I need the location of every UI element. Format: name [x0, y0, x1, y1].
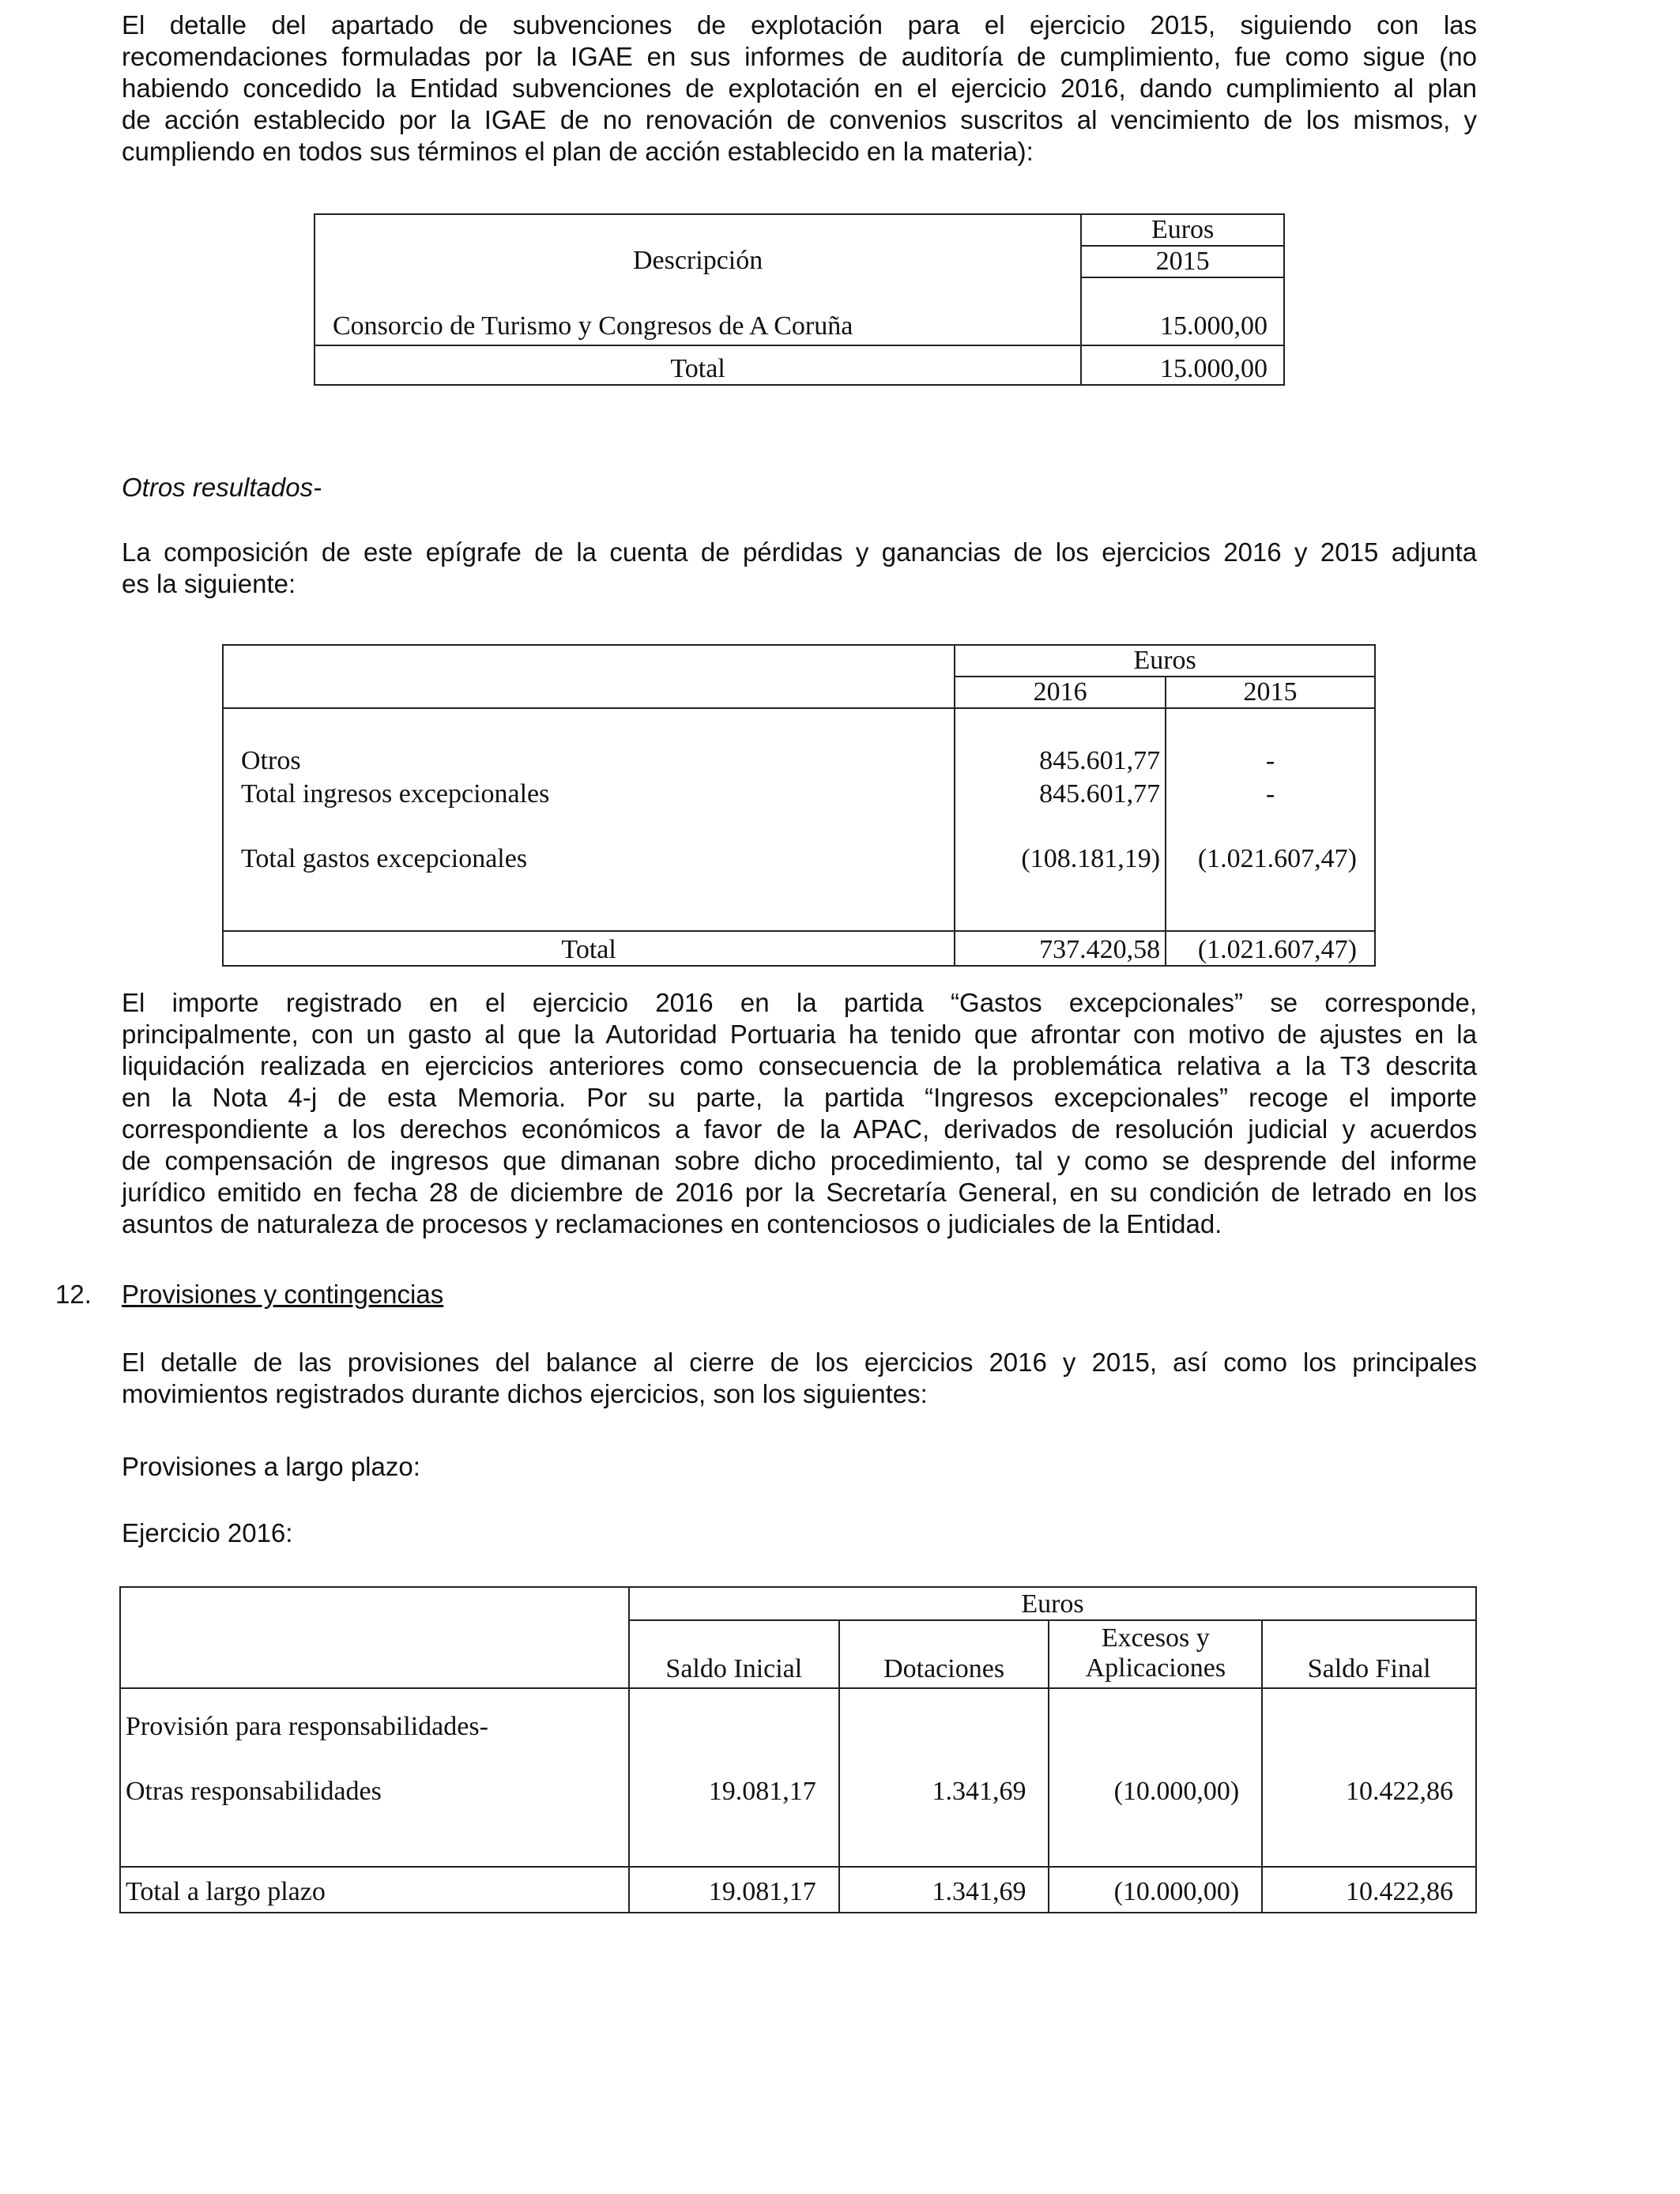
intro-paragraph	[122, 9, 1477, 168]
column-header-euros: Euros	[955, 645, 1375, 677]
column-header-euros: Euros	[1081, 214, 1284, 246]
total-label: Total	[315, 345, 1081, 385]
empty-header-cell	[120, 1587, 629, 1688]
table-row-label: Consorcio de Turismo y Congresos de A Coruña	[315, 277, 1081, 345]
text-line: asuntos de naturaleza de procesos y reclamaciones en contenciosos o judiciales de la Entidad.	[122, 1209, 1222, 1238]
importe-paragraph	[122, 987, 1477, 1240]
total-excesos: (10.000,00)	[1049, 1867, 1262, 1913]
subheading-largo-plazo: Provisiones a largo plazo:	[122, 1452, 420, 1481]
spacer-cell	[1049, 1807, 1262, 1867]
table-row-value-2015: -	[1166, 776, 1375, 809]
table-row-value-2016: (108.181,19)	[955, 809, 1166, 874]
spacer-cell	[1166, 874, 1375, 931]
text-line: de acción establecido por la IGAE de no renovación de convenios suscritos al vencimiento de los mismos, y	[122, 105, 1477, 134]
total-value-2015: (1.021.607,47)	[1166, 931, 1375, 966]
table-row-saldo-inicial: 19.081,17	[629, 1742, 839, 1807]
total-label: Total	[223, 931, 955, 966]
text-line: La composición de este epígrafe de la cuenta de pérdidas y ganancias de los ejercicios 2016 y 2015 adjunta	[122, 537, 1477, 567]
total-value-2016: 737.420,58	[955, 931, 1166, 966]
text-line: recomendaciones formuladas por la IGAE en sus informes de auditoría de cumplimiento, fue como sigue (no	[122, 42, 1477, 71]
spacer-cell	[223, 874, 955, 931]
spacer-cell	[1049, 1688, 1262, 1742]
table-row-dotaciones: 1.341,69	[839, 1742, 1049, 1807]
table-row-value-2016: 845.601,77	[955, 708, 1166, 776]
table-row-value-2015: (1.021.607,47)	[1166, 809, 1375, 874]
spacer-cell	[839, 1688, 1049, 1742]
text-line: jurídico emitido en fecha 28 de diciembre de 2016 por la Secretaría General, en su condición de letrado en los	[122, 1178, 1477, 1207]
text-line: El importe registrado en el ejercicio 2016 en la partida “Gastos excepcionales” se corresponde,	[122, 988, 1477, 1017]
text-line: El detalle del apartado de subvenciones de explotación para el ejercicio 2015, siguiendo con las	[122, 10, 1477, 40]
total-value: 15.000,00	[1081, 345, 1284, 385]
column-header-euros: Euros	[629, 1587, 1476, 1620]
text-line: movimientos registrados durante dichos ejercicios, son los siguientes:	[122, 1379, 928, 1408]
spacer-cell	[629, 1807, 839, 1867]
section-number: 12.	[55, 1280, 92, 1309]
text-line: cumpliendo en todos sus términos el plan de acción establecido en la materia):	[122, 137, 1034, 166]
section-title: Provisiones y contingencias	[122, 1280, 444, 1309]
table-row-value: 15.000,00	[1081, 277, 1284, 345]
table-row-label: Total gastos excepcionales	[223, 809, 955, 874]
text-line: de compensación de ingresos que dimanan sobre dicho procedimiento, tal y como se desprende del informe	[122, 1146, 1477, 1175]
section-heading-otros-resultados: Otros resultados-	[122, 473, 322, 502]
total-dotaciones: 1.341,69	[839, 1867, 1049, 1913]
spacer-cell	[955, 874, 1166, 931]
text-line: El detalle de las provisiones del balance al cierre de los ejercicios 2016 y 2015, así como los principales	[122, 1348, 1477, 1377]
table-row-excesos: (10.000,00)	[1049, 1742, 1262, 1807]
spacer-cell	[839, 1807, 1049, 1867]
table-row-label: Otros	[223, 708, 955, 776]
spacer-cell	[1262, 1688, 1476, 1742]
total-label: Total a largo plazo	[120, 1867, 629, 1913]
table-row-label: Otras responsabilidades	[120, 1742, 629, 1807]
text-line: en la Nota 4-j de esta Memoria. Por su parte, la partida “Ingresos excepcionales” recoge el importe	[122, 1083, 1477, 1112]
column-header-2016: 2016	[955, 677, 1166, 708]
total-saldo-inicial: 19.081,17	[629, 1867, 839, 1913]
text-line: principalmente, con un gasto al que la Autoridad Portuaria ha tenido que afrontar con motivo de ajustes en la	[122, 1020, 1477, 1049]
spacer-cell	[629, 1688, 839, 1742]
otros-resultados-table	[222, 644, 1376, 967]
column-header-saldo-inicial: Saldo Inicial	[629, 1620, 839, 1688]
text-line: correspondiente a los derechos económicos a favor de la APAC, derivados de resolución judicial y acuerdos	[122, 1114, 1477, 1144]
provisiones-paragraph	[122, 1347, 1477, 1410]
subheading-ejercicio: Ejercicio 2016:	[122, 1518, 293, 1547]
column-header-dotaciones: Dotaciones	[839, 1620, 1049, 1688]
table-row-value-2015: -	[1166, 708, 1375, 776]
provisiones-table	[119, 1586, 1477, 1913]
subvenciones-table	[314, 213, 1285, 386]
spacer-cell	[120, 1807, 629, 1867]
text-line: es la siguiente:	[122, 569, 296, 598]
table-row-label: Total ingresos excepcionales	[223, 776, 955, 809]
column-header-saldo-final: Saldo Final	[1262, 1620, 1476, 1688]
text-line: habiendo concedido la Entidad subvenciones de explotación en el ejercicio 2016, dando cumplimiento al plan	[122, 74, 1477, 103]
text-line: liquidación realizada en ejercicios anteriores como consecuencia de la problemática relativa a la T3 descrita	[122, 1051, 1477, 1080]
empty-header-cell	[223, 645, 955, 708]
column-header-descripcion: Descripción	[315, 214, 1081, 277]
column-header-year: 2015	[1081, 246, 1284, 277]
otros-paragraph	[122, 537, 1477, 600]
column-header-excesos-line1: Excesos y	[1049, 1620, 1262, 1653]
table-row-saldo-final: 10.422,86	[1262, 1742, 1476, 1807]
table-row-value-2016: 845.601,77	[955, 776, 1166, 809]
column-header-2015: 2015	[1166, 677, 1375, 708]
group-label: Provisión para responsabilidades-	[120, 1688, 629, 1742]
column-header-excesos-line2: Aplicaciones	[1049, 1653, 1262, 1688]
spacer-cell	[1262, 1807, 1476, 1867]
total-saldo-final: 10.422,86	[1262, 1867, 1476, 1913]
